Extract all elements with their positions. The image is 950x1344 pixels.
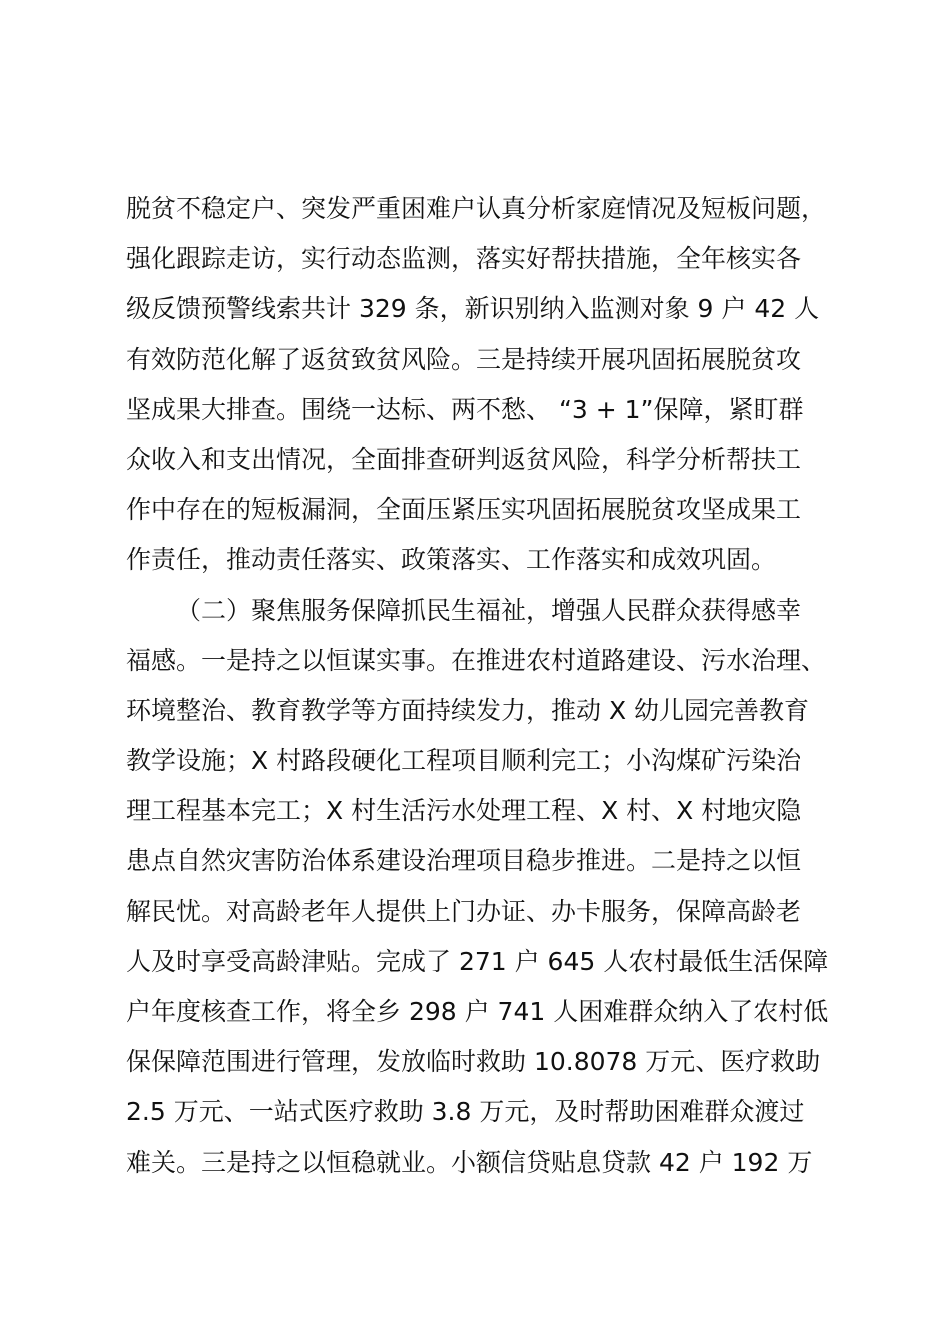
text-line: 解民忧。对高龄老年人提供上门办证、办卡服务，保障高龄老: [126, 896, 802, 926]
text-line: 保保障范围进行管理，发放临时救助 10.8078 万元、医疗救助: [126, 1047, 821, 1077]
text-line: 患点自然灾害防治体系建设治理项目稳步推进。二是持之以恒: [126, 846, 802, 876]
text-line: 人及时享受高龄津贴。完成了 271 户 645 人农村最低生活保障: [126, 946, 829, 976]
text-line: 众收入和支出情况，全面排查研判返贫风险，科学分析帮扶工: [126, 444, 802, 474]
text-line: 作责任，推动责任落实、政策落实、工作落实和成效巩固。: [126, 545, 777, 575]
text-line: 坚成果大排查。围绕一达标、两不愁、 “3 + 1”保障，紧盯群: [126, 394, 804, 424]
text-line: 教学设施；X 村路段硬化工程项目顺利完工；小沟煤矿污染治: [126, 746, 802, 776]
text-line: 级反馈预警线索共计 329 条，新识别纳入监测对象 9 户 42 人: [126, 294, 820, 324]
text-line: 福感。一是持之以恒谋实事。在推进农村道路建设、污水治理、: [126, 645, 827, 675]
body-text: [126, 184, 846, 1188]
text-line: 难关。三是持之以恒稳就业。小额信贷贴息贷款 42 户 192 万: [126, 1147, 813, 1177]
text-line: 户年度核查工作，将全乡 298 户 741 人困难群众纳入了农村低: [126, 997, 829, 1026]
text-line: 作中存在的短板漏洞，全面压紧压实巩固拓展脱贫攻坚成果工: [126, 495, 802, 525]
text-line: 理工程基本完工；X 村生活污水处理工程、X 村、X 村地灾隐: [126, 796, 802, 826]
text-line: 2.5 万元、一站式医疗救助 3.8 万元，及时帮助困难群众渡过: [126, 1097, 805, 1127]
text-line: 强化跟踪走访，实行动态监测，落实好帮扶措施，全年核实各: [126, 244, 802, 274]
text-line: 环境整治、教育教学等方面持续发力，推动 X 幼儿园完善教育: [126, 695, 810, 725]
text-line: 有效防范化解了返贫致贫风险。三是持续开展巩固拓展脱贫攻: [126, 344, 802, 374]
section-heading-line: （二）聚焦服务保障抓民生福祉，增强人民群众获得感幸: [176, 595, 802, 625]
text-line: 脱贫不稳定户、突发严重困难户认真分析家庭情况及短板问题，: [126, 194, 827, 223]
